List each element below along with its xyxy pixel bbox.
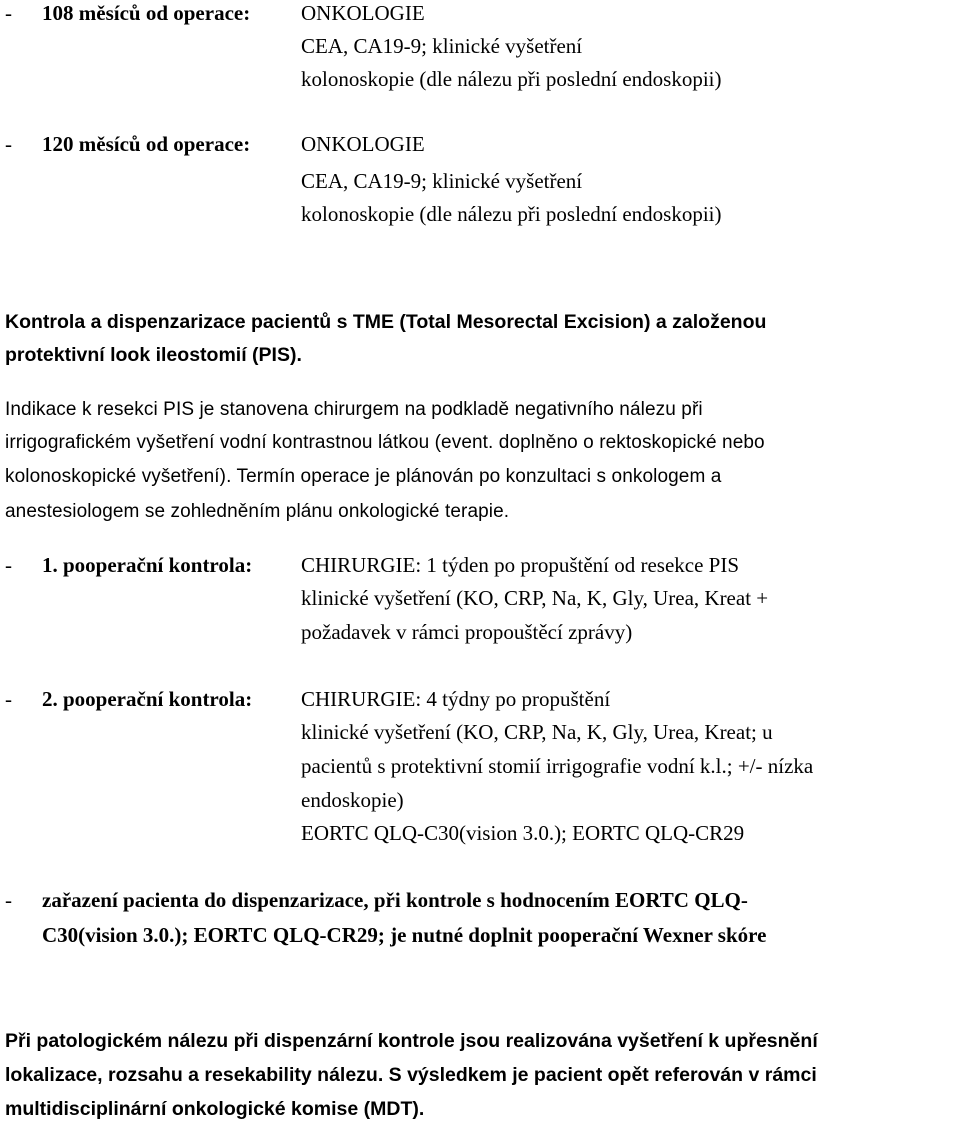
list-dash: -	[5, 687, 12, 711]
followup-108-label: 108 měsíců od operace:	[42, 1, 251, 25]
followup-108-colonoscopy: kolonoskopie (dle nálezu při poslední endoskopii)	[301, 67, 722, 91]
control-2-exam: klinické vyšetření (KO, CRP, Na, K, Gly, Urea, Kreat; u	[301, 720, 773, 744]
control-2-exam-cont: pacientů s protektivní stomií irrigografie vodní k.l.; +/- nízka	[301, 754, 814, 778]
followup-108-dept: ONKOLOGIE	[301, 1, 425, 25]
control-1-label: 1. pooperační kontrola:	[42, 553, 253, 577]
control-2-dept: CHIRURGIE: 4 týdny po propuštění	[301, 687, 611, 711]
control-2-label: 2. pooperační kontrola:	[42, 687, 253, 711]
paragraph-line: Indikace k resekci PIS je stanovena chirurgem na podkladě negativního nálezu při	[5, 399, 703, 420]
followup-120-label: 120 měsíců od operace:	[42, 132, 251, 156]
dispensary-text-cont: C30(vision 3.0.); EORTC QLQ-CR29; je nutné doplnit pooperační Wexner skóre	[42, 923, 767, 947]
list-dash: -	[5, 1, 12, 25]
followup-120-dept: ONKOLOGIE	[301, 132, 425, 156]
final-paragraph-line: multidisciplinární onkologické komise (MDT).	[5, 1098, 425, 1120]
followup-120-tests: CEA, CA19-9; klinické vyšetření	[301, 169, 583, 193]
control-1-dept: CHIRURGIE: 1 týden po propuštění od resekce PIS	[301, 553, 740, 577]
final-paragraph-line: lokalizace, rozsahu a resekability nálezu. S výsledkem je pacient opět referován v rámci	[5, 1064, 817, 1086]
final-paragraph-line: Při patologickém nálezu při dispenzární kontrole jsou realizována vyšetření k upřesnění	[5, 1030, 818, 1052]
control-2-questionnaire: EORTC QLQ-C30(vision 3.0.); EORTC QLQ-CR29	[301, 821, 745, 845]
paragraph-line: anestesiologem se zohledněním plánu onkologické terapie.	[5, 501, 510, 522]
control-1-exam: klinické vyšetření (KO, CRP, Na, K, Gly, Urea, Kreat +	[301, 586, 769, 610]
section-heading: Kontrola a dispenzarizace pacientů s TME (Total Mesorectal Excision) a založenou	[5, 311, 767, 333]
followup-108-tests: CEA, CA19-9; klinické vyšetření	[301, 34, 583, 58]
paragraph-line: kolonoskopické vyšetření). Termín operace je plánován po konzultaci s onkologem a	[5, 466, 722, 487]
section-heading-cont: protektivní look ileostomií (PIS).	[5, 344, 302, 366]
dispensary-text: zařazení pacienta do dispenzarizace, při kontrole s hodnocením EORTC QLQ-	[42, 888, 748, 912]
control-1-exam-cont: požadavek v rámci propouštěcí zprávy)	[301, 620, 633, 644]
list-dash: -	[5, 132, 12, 156]
paragraph-line: irrigografickém vyšetření vodní kontrastnou látkou (event. doplněno o rektoskopické nebo	[5, 432, 765, 453]
followup-120-colonoscopy: kolonoskopie (dle nálezu při poslední endoskopii)	[301, 202, 722, 226]
list-dash: -	[5, 888, 12, 912]
list-dash: -	[5, 553, 12, 577]
control-2-exam-cont: endoskopie)	[301, 788, 404, 812]
